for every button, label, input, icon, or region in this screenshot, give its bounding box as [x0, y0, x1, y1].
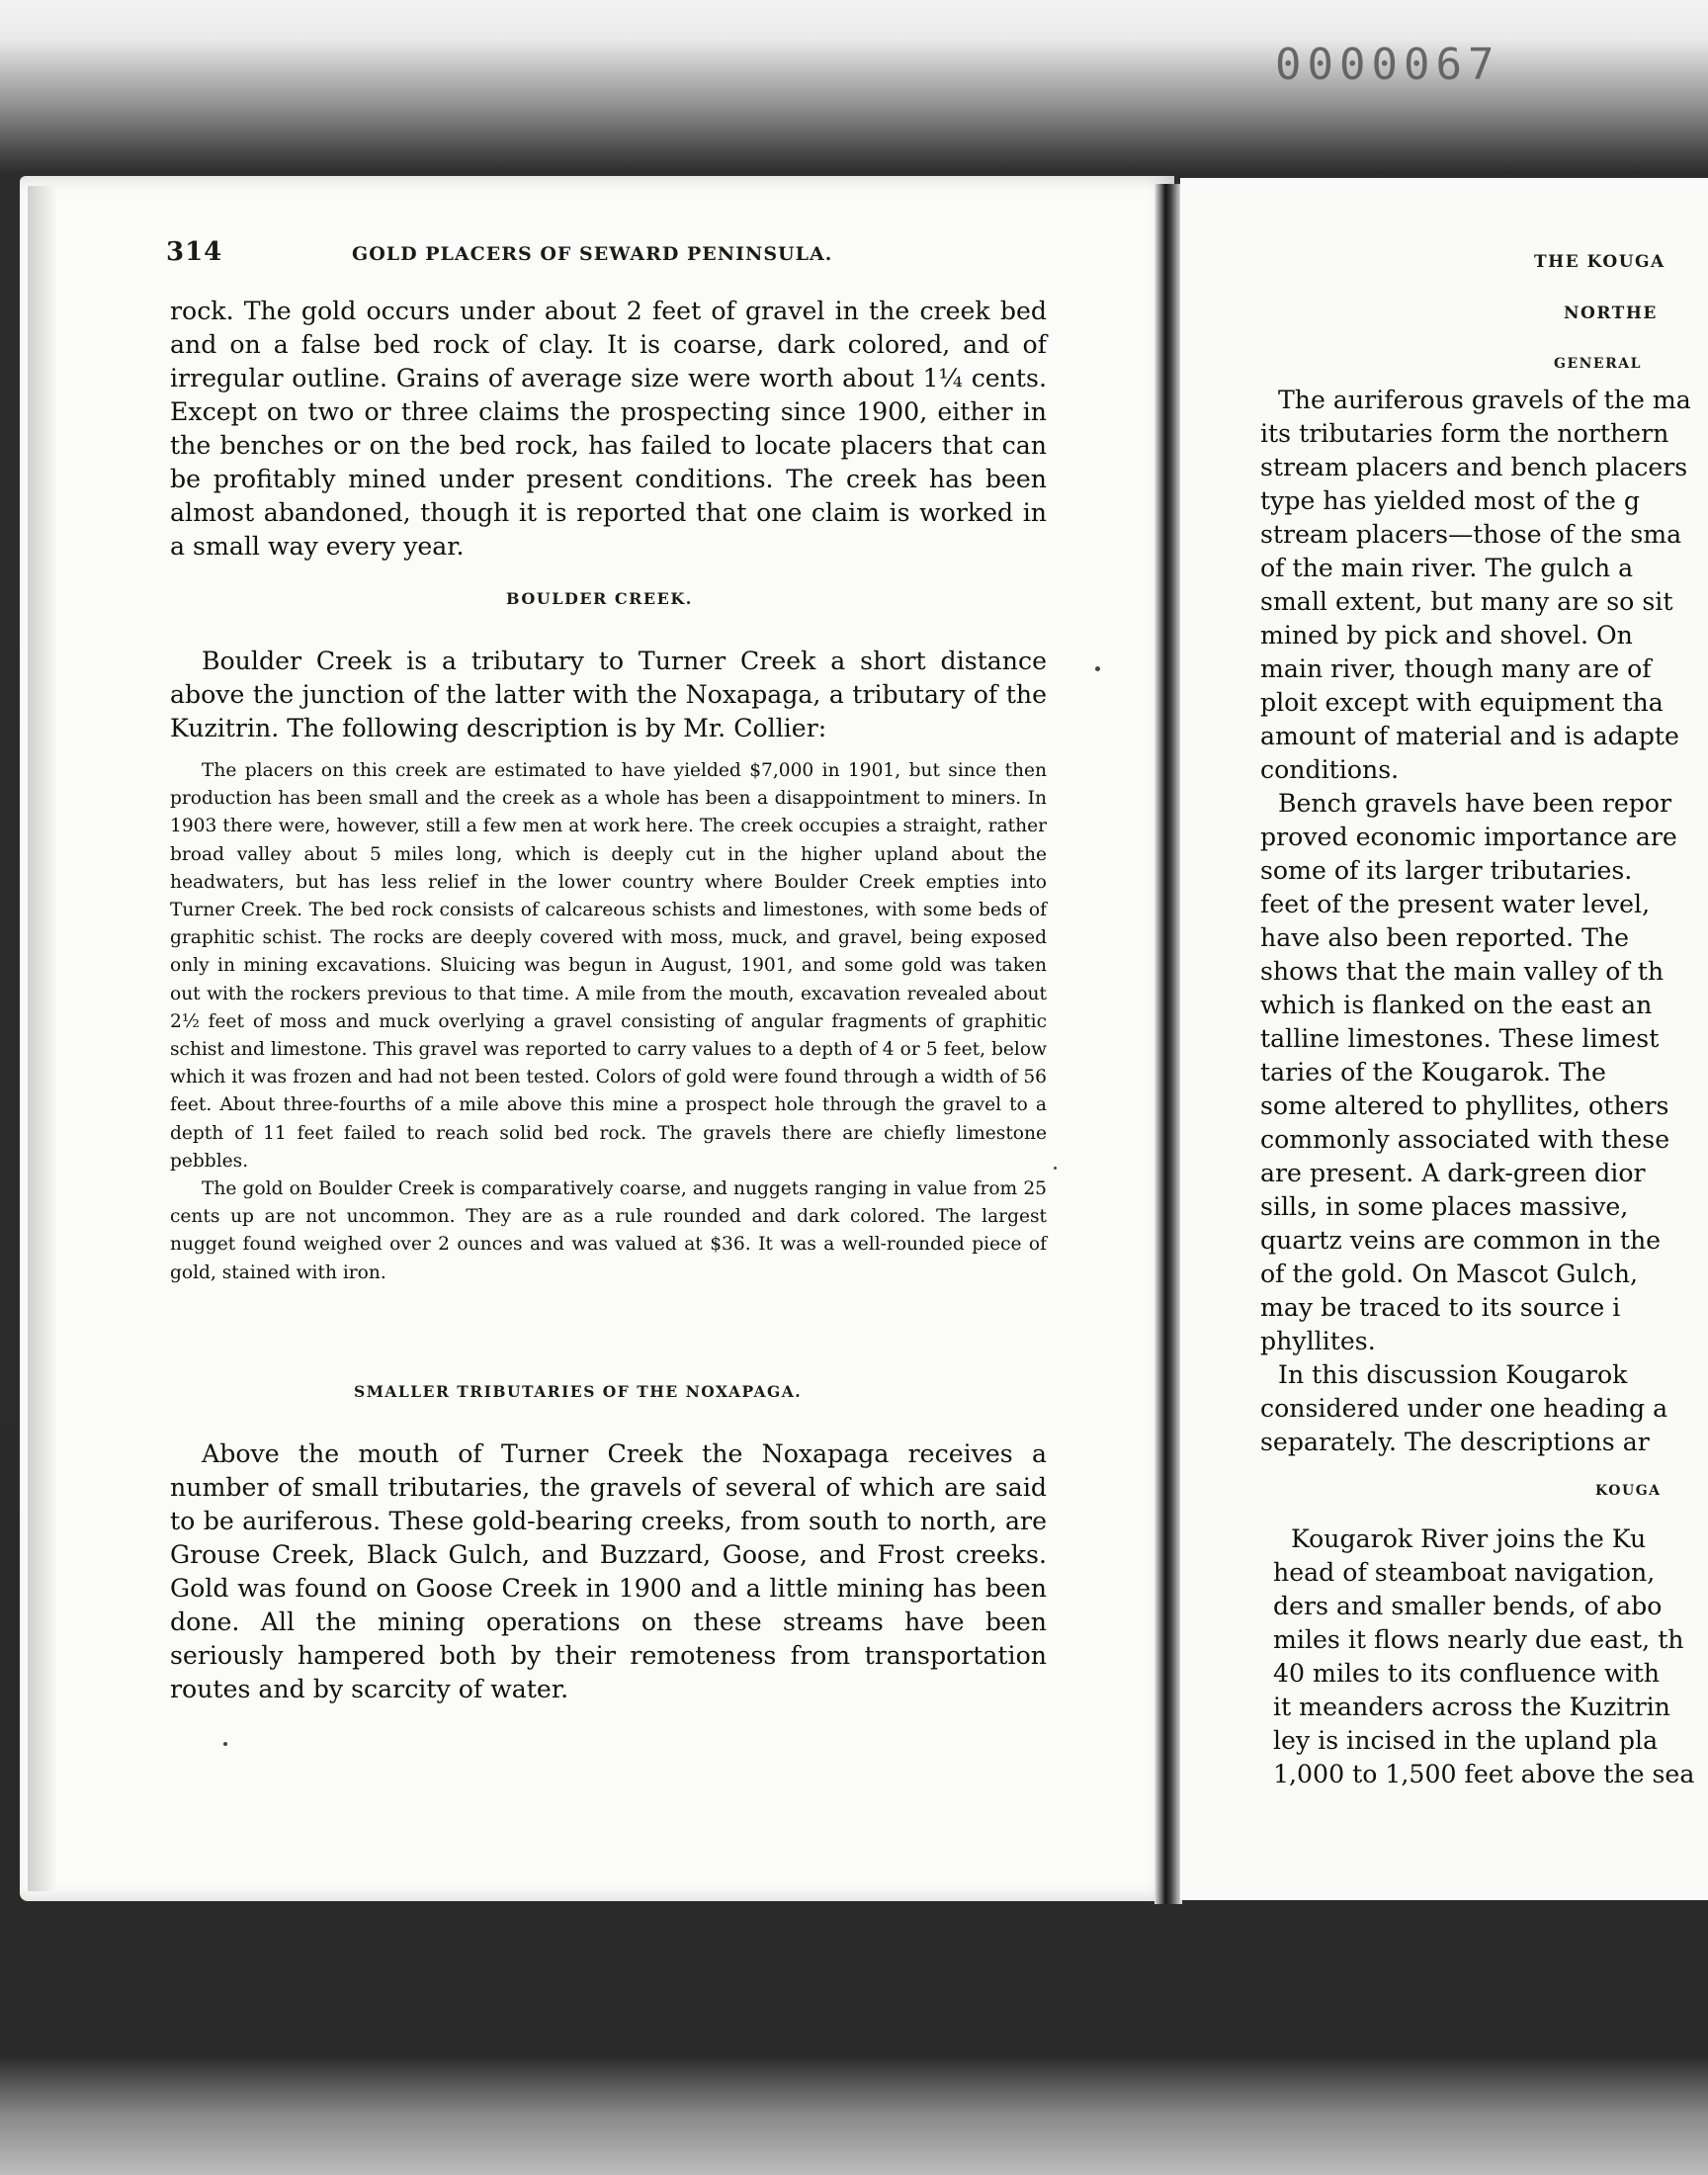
document-stamp-number: 0000067 — [1275, 40, 1500, 90]
right-page-line: phyllites. — [1260, 1327, 1376, 1355]
right-page-line: ploit except with equipment tha — [1260, 688, 1664, 717]
right-page-line: The auriferous gravels of the ma — [1278, 386, 1691, 414]
right-page-line: feet of the present water level, — [1260, 890, 1651, 918]
book-spine — [1154, 184, 1182, 1904]
right-page-line: Bench gravels have been repor — [1278, 789, 1672, 818]
right-page-line: ders and smaller bends, of abo — [1273, 1592, 1663, 1620]
right-page-line: quartz veins are common in the — [1260, 1226, 1662, 1255]
right-page-line: type has yielded most of the g — [1260, 486, 1640, 515]
right-page-text-block-2 — [1273, 1522, 1708, 1791]
right-page-line: talline limestones. These limest — [1260, 1024, 1660, 1053]
right-page-line: sills, in some places massive, — [1260, 1192, 1629, 1221]
section-heading-boulder-creek: BOULDER CREEK. — [506, 589, 693, 608]
right-heading-kougarok: KOUGA — [1595, 1483, 1662, 1499]
paragraph-text: rock. The gold occurs under about 2 feet of gravel in the creek bed and on a false bed rock of clay. It is coarse, dark colored, and of irregular outline. Grains of average size were worth about 1¼ cents. Except on two or three claims the prospecting since 1900, either in the benches or on the bed rock, has failed to locate placers that can be profitably mined under present conditions. The creek has been almost abandoned, though it is reported that one claim is worked in a small way every year. — [170, 297, 1047, 561]
right-heading-northern: NORTHE — [1564, 304, 1658, 323]
right-page-line: separately. The descriptions ar — [1260, 1428, 1650, 1456]
right-heading-general: GENERAL — [1554, 356, 1642, 372]
right-page-line: amount of material and is adapte — [1260, 722, 1679, 750]
right-page-line: its tributaries form the northern — [1260, 419, 1669, 448]
quote-paragraph-1: The placers on this creek are estimated to have yielded $7,000 in 1901, but since then production has been small and the creek as a whole has been a disappointment to miners. In 1903 there were, however, still a few men at work here. The creek occupies a straight, rather broad valley about 5 miles long, which is deeply cut in the higher upland about the headwaters, but has less relief in the lower country where Boulder Creek empties into Turner Creek. The bed rock consists of calcareous schists and limestones, with some beds of graphitic schist. The rocks are deeply covered with moss, muck, and gravel, being exposed only in mining excavations. Sluicing was begun in August, 1901, and some gold was taken out with the rockers previous to that time. A mile from the mouth, excavation revealed about 2½ feet of moss and muck overlying a gravel consisting of angular fragments of graphitic schist and limestone. This gravel was reported to carry values to a depth of 4 or 5 feet, below which it was frozen and had not been tested. Colors of gold were found through a width of 56 feet. About three-fourths of a mile above this mine a prospect hole through the gravel to a depth of 11 feet failed to reach solid bed rock. The gravels there are chiefly limestone pebbles. — [170, 760, 1047, 1172]
right-page-line: some altered to phyllites, others — [1260, 1091, 1669, 1120]
right-page-line: it meanders across the Kuzitrin — [1273, 1693, 1670, 1721]
right-running-head: THE KOUGA — [1534, 252, 1665, 272]
right-page-line: considered under one heading a — [1260, 1394, 1668, 1423]
left-page-header — [166, 237, 1056, 277]
right-page-text-block-1 — [1260, 384, 1708, 1459]
paragraph-text: Above the mouth of Turner Creek the Noxapaga receives a number of small tributaries, the gravels of several of which are said to be auriferous. These gold-bearing creeks, from south to north, are Grouse Creek, Black Gulch, and Buzzard, Goose, and Frost creeks. Gold was found on Goose Creek in 1900 and a little mining has been done. All the mining operations on these streams have been seriously hampered both by their remoteness from transportation routes and by scarcity of water. — [170, 1439, 1047, 1703]
section-heading-smaller-tributaries: SMALLER TRIBUTARIES OF THE NOXAPAGA. — [354, 1382, 803, 1401]
scan-speck — [1054, 1167, 1057, 1170]
right-page-line: are present. A dark-green dior — [1260, 1159, 1646, 1187]
right-page-line: ley is incised in the upland pla — [1273, 1726, 1659, 1755]
paragraph-continuation — [170, 295, 1047, 564]
right-page-line: head of steamboat navigation, — [1273, 1558, 1656, 1587]
quoted-description — [170, 757, 1047, 1287]
right-page-line: stream placers—those of the sma — [1260, 520, 1682, 549]
right-page-line: taries of the Kougarok. The — [1260, 1058, 1606, 1087]
right-page-line: In this discussion Kougarok — [1278, 1360, 1628, 1389]
right-page-line: stream placers and bench placers — [1260, 453, 1688, 481]
right-page-line: proved economic importance are — [1260, 823, 1677, 851]
scan-speck — [223, 1742, 227, 1746]
right-page-line: 1,000 to 1,500 feet above the sea — [1273, 1760, 1695, 1788]
paragraph-smaller-tributaries — [170, 1437, 1047, 1706]
paragraph-text: Boulder Creek is a tributary to Turner Creek a short distance above the junction of the latter with the Noxapaga, a tributary of the Kuzitrin. The following description is by Mr. Collier: — [170, 647, 1047, 742]
right-page-line: of the gold. On Mascot Gulch, — [1260, 1260, 1638, 1288]
right-page-line: shows that the main valley of th — [1260, 957, 1665, 986]
running-head: GOLD PLACERS OF SEWARD PENINSULA. — [352, 243, 833, 265]
right-page-line: commonly associated with these — [1260, 1125, 1670, 1154]
right-page-line: 40 miles to its confluence with — [1273, 1659, 1660, 1688]
right-page-line: main river, though many are of — [1260, 654, 1652, 683]
right-page-line: small extent, but many are so sit — [1260, 587, 1673, 616]
right-page-line: have also been reported. The — [1260, 923, 1630, 952]
page-number: 314 — [166, 237, 223, 267]
right-page-line: Kougarok River joins the Ku — [1291, 1524, 1647, 1553]
right-page-line: conditions. — [1260, 755, 1400, 784]
paragraph-boulder-creek — [170, 645, 1047, 745]
right-page-line: of the main river. The gulch a — [1260, 554, 1634, 582]
right-page-line: some of its larger tributaries. — [1260, 856, 1633, 885]
right-page-line: which is flanked on the east an — [1260, 991, 1653, 1019]
right-page-line: mined by pick and shovel. On — [1260, 621, 1633, 650]
scan-speck — [1095, 666, 1100, 671]
right-page-line: may be traced to its source i — [1260, 1293, 1621, 1322]
quote-paragraph-2: The gold on Boulder Creek is comparatively coarse, and nuggets ranging in value from 25 cents up are not uncommon. They are as a rule rounded and dark colored. The largest nugget found weighed over 2 ounces and was valued at $36. It was a well-rounded piece of gold, stained with iron. — [170, 1178, 1047, 1283]
right-page-line: miles it flows nearly due east, th — [1273, 1625, 1684, 1654]
